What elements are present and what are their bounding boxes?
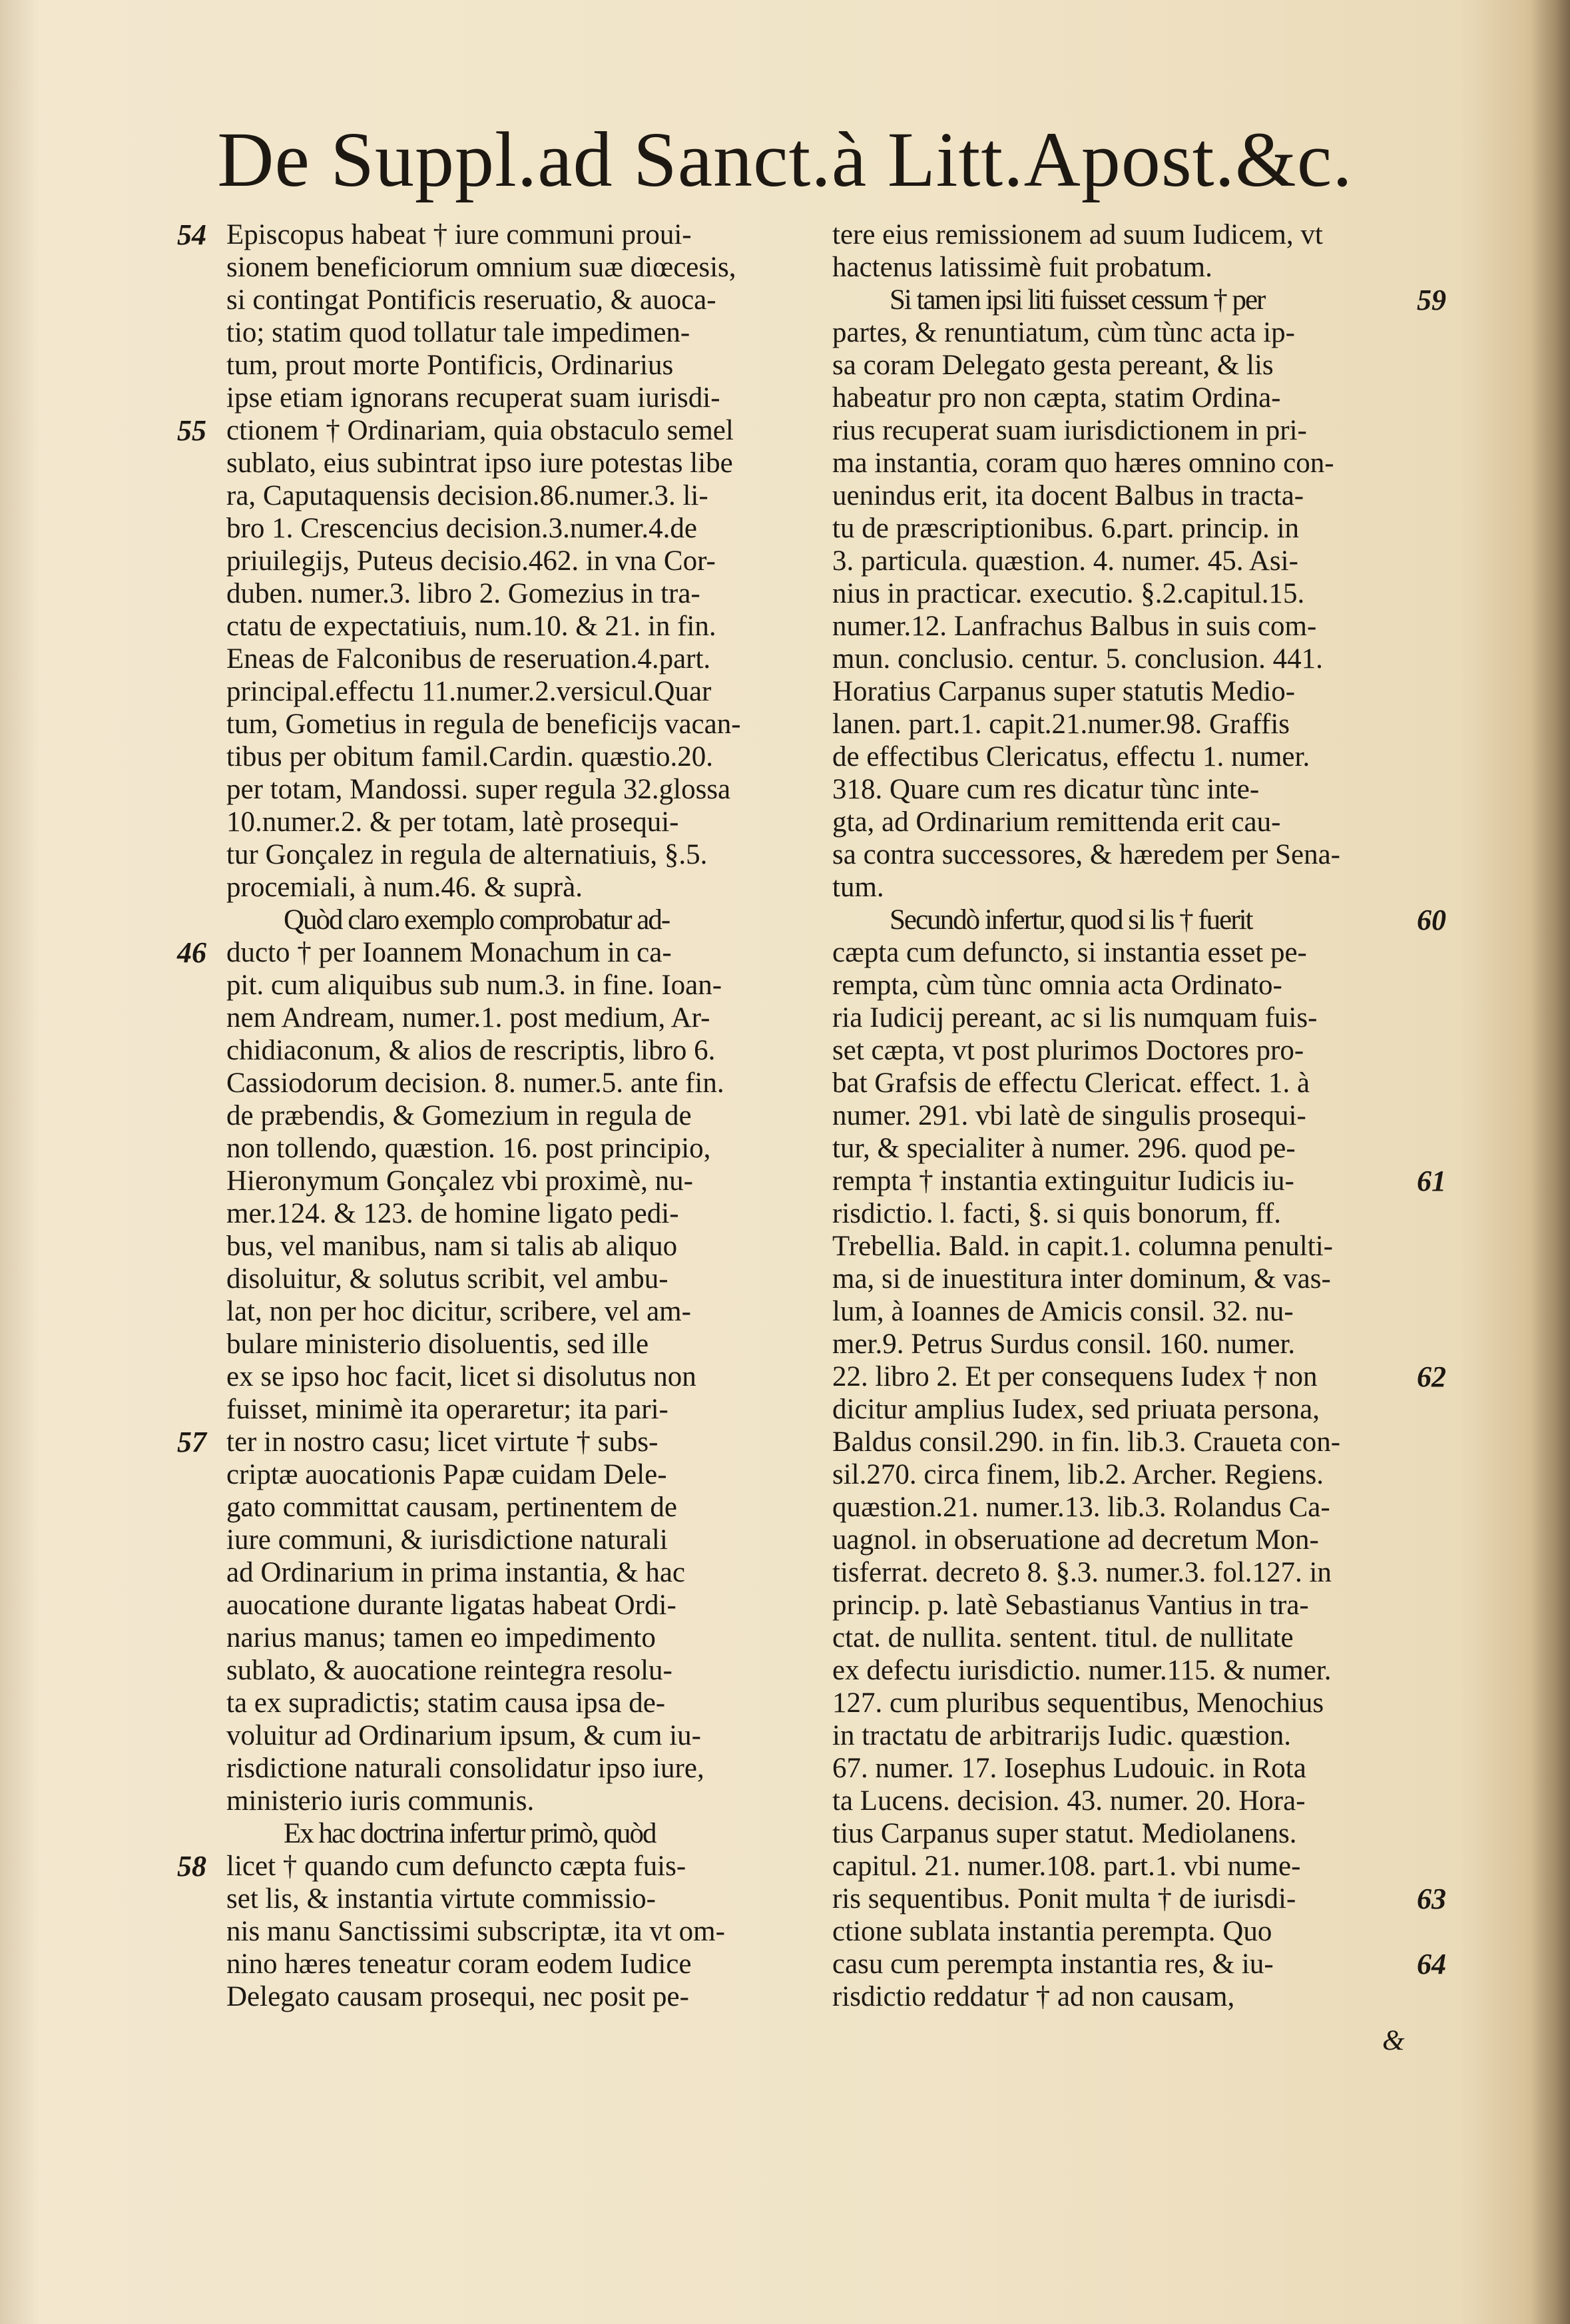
- right_column-line: sil.270. circa finem, lib.2. Archer. Regiens.: [832, 1459, 1324, 1490]
- right_column-line: mer.9. Petrus Surdus consil. 160. numer.: [832, 1328, 1296, 1360]
- left_column-line: Eneas de Falconibus de reseruation.4.part.: [226, 643, 711, 675]
- margin-number-right: 61: [1417, 1165, 1446, 1197]
- left_column-line: sublato, & auocatione reintegra resolu-: [226, 1655, 672, 1686]
- left_column-line: lat, non per hoc dicitur, scribere, vel am-: [226, 1296, 691, 1327]
- left_column-line: pit. cum aliquibus sub num.3. in fine. Ioan-: [226, 970, 722, 1001]
- right_column-line: partes, & renuntiatum, cùm tùnc acta ip-: [832, 317, 1295, 348]
- right_column-line: tum.: [832, 872, 884, 903]
- left_column-line: voluitur ad Ordinarium ipsum, & cum iu-: [226, 1720, 701, 1751]
- margin-number-left: 54: [177, 218, 206, 251]
- left_column-line: gato committat causam, pertinentem de: [226, 1492, 678, 1523]
- left_column-line: tum, prout morte Pontificis, Ordinarius: [226, 350, 674, 381]
- margin-number-left: 46: [177, 936, 206, 969]
- left_column-line: ipse etiam ignorans recuperat suam iurisdi-: [226, 382, 720, 414]
- right_column-line: quæstion.21. numer.13. lib.3. Rolandus Ca-: [832, 1492, 1330, 1523]
- right_column-line: risdictio reddatur † ad non causam,: [832, 1981, 1235, 2012]
- right_column-line: tere eius remissionem ad suum Iudicem, vt: [832, 219, 1323, 250]
- left_column-line: ctatu de expectatiuis, num.10. & 21. in fin.: [226, 611, 716, 642]
- left_column-line: chidiaconum, & alios de rescriptis, libro 6.: [226, 1035, 716, 1066]
- left_column-line: principal.effectu 11.numer.2.versicul.Quar: [226, 676, 712, 707]
- left_column-line: ta ex supradictis; statim causa ipsa de-: [226, 1687, 666, 1719]
- right_column-line: dicitur amplius Iudex, sed priuata persona,: [832, 1394, 1320, 1425]
- right_column-line: casu cum perempta instantia res, & iu-: [832, 1948, 1274, 1980]
- right_column-line: ex defectu iurisdictio. numer.115. & numer.: [832, 1655, 1332, 1686]
- right_column-line: tu de præscriptionibus. 6.part. princip. in: [832, 513, 1300, 544]
- right-text-column: [832, 218, 1404, 2013]
- left_column-line: procemiali, à num.46. & suprà.: [226, 872, 583, 903]
- margin-number-left: 57: [177, 1426, 206, 1458]
- left_column-line: bro 1. Crescencius decision.3.numer.4.de: [226, 513, 697, 544]
- right_column-line: numer. 291. vbi latè de singulis prosequi-: [832, 1100, 1306, 1131]
- left_column-line: set lis, & instantia virtute commissio-: [226, 1883, 656, 1914]
- right_column-line: rempta † instantia extinguitur Iudicis iu-: [832, 1165, 1294, 1197]
- right_column-line: ris sequentibus. Ponit multa † de iurisdi-: [832, 1883, 1296, 1914]
- left_column-line: ducto † per Ioannem Monachum in ca-: [226, 937, 672, 968]
- right_column-line: ria Iudicij pereant, ac si lis numquam fuis-: [832, 1002, 1318, 1033]
- catchword: &: [1382, 2025, 1405, 2056]
- right_column-line: ctat. de nullita. sentent. titul. de nullitate: [832, 1622, 1294, 1653]
- right_column-line: gta, ad Ordinarium remittenda erit cau-: [832, 806, 1281, 838]
- right_column-line: 127. cum pluribus sequentibus, Menochius: [832, 1687, 1324, 1719]
- right_column-line: 67. numer. 17. Iosephus Ludouic. in Rota: [832, 1753, 1306, 1784]
- margin-number-right: 63: [1417, 1883, 1446, 1915]
- right_column-line: uagnol. in obseruatione ad decretum Mon-: [832, 1524, 1319, 1556]
- page-stain: [0, 0, 40, 2324]
- margin-number-left: 55: [177, 414, 206, 447]
- right_column-line: mun. conclusio. centur. 5. conclusion. 441.: [832, 643, 1323, 675]
- right_column-line: Baldus consil.290. in fin. lib.3. Craueta con-: [832, 1426, 1341, 1458]
- left_column-line: 10.numer.2. & per totam, latè prosequi-: [226, 806, 679, 838]
- right_column-line: Horatius Carpanus super statutis Medio-: [832, 676, 1296, 707]
- left_column-line: ctionem † Ordinariam, quia obstaculo semel: [226, 415, 734, 446]
- left_column-line: tio; statim quod tollatur tale impedimen-: [226, 317, 690, 348]
- left_column-line: mer.124. & 123. de homine ligato pedi-: [226, 1198, 679, 1229]
- left_column-line: Quòd claro exemplo comprobatur ad-: [284, 904, 670, 936]
- margin-number-right: 62: [1417, 1360, 1446, 1393]
- right_column-line: rius recuperat suam iurisdictionem in pri-: [832, 415, 1307, 446]
- left_column-line: duben. numer.3. libro 2. Gomezius in tra-: [226, 578, 700, 609]
- right_column-line: uenindus erit, ita docent Balbus in tracta-: [832, 480, 1304, 511]
- left_column-line: risdictione naturali consolidatur ipso iure,: [226, 1753, 704, 1784]
- left_column-line: priuilegijs, Puteus decisio.462. in vna Cor-: [226, 545, 716, 577]
- left_column-line: auocatione durante ligatas habeat Ordi-: [226, 1590, 676, 1621]
- right_column-line: capitul. 21. numer.108. part.1. vbi nume-: [832, 1851, 1301, 1882]
- left_column-line: ministerio iuris communis.: [226, 1785, 535, 1817]
- right_column-line: sa coram Delegato gesta pereant, & lis: [832, 350, 1274, 381]
- right_column-line: nius in practicar. executio. §.2.capitul.15.: [832, 578, 1305, 609]
- left_column-line: fuisset, minimè ita operaretur; ita pari-: [226, 1394, 668, 1425]
- left_column-line: ex se ipso hoc facit, licet si disolutus non: [226, 1361, 696, 1392]
- margin-number-right: 59: [1417, 284, 1446, 316]
- right_column-line: ta Lucens. decision. 43. numer. 20. Hora-: [832, 1785, 1306, 1817]
- right_column-line: ctione sublata instantia perempta. Quo: [832, 1916, 1272, 1947]
- left_column-line: per totam, Mandossi. super regula 32.glossa: [226, 774, 731, 805]
- left_column-line: criptæ auocationis Papæ cuidam Dele-: [226, 1459, 667, 1490]
- right_column-line: de effectibus Clericatus, effectu 1. numer.: [832, 741, 1310, 772]
- right_column-line: tisferrat. decreto 8. §.3. numer.3. fol.127. in: [832, 1557, 1332, 1588]
- left_column-line: sublato, eius subintrat ipso iure potestas libe: [226, 447, 733, 479]
- page-edge-shadow: [1531, 0, 1570, 2324]
- right_column-line: hactenus latissimè fuit probatum.: [832, 252, 1212, 283]
- right_column-line: lanen. part.1. capit.21.numer.98. Graffis: [832, 709, 1290, 740]
- right_column-line: risdictio. l. facti, §. si quis bonorum, ff.: [832, 1198, 1281, 1229]
- left_column-line: licet † quando cum defuncto cæpta fuis-: [226, 1851, 686, 1882]
- left_column-line: nino hæres teneatur coram eodem Iudice: [226, 1948, 692, 1980]
- right_column-line: ma, si de inuestitura inter dominum, & vas-: [832, 1263, 1331, 1295]
- right_column-line: princip. p. latè Sebastianus Vantius in tra-: [832, 1590, 1309, 1621]
- right_column-line: ma instantia, coram quo hæres omnino con-: [832, 447, 1334, 479]
- left_column-line: nem Andream, numer.1. post medium, Ar-: [226, 1002, 710, 1033]
- left_column-line: tur Gonçalez in regula de alternatiuis, §.5.: [226, 839, 708, 870]
- left_column-line: ra, Caputaquensis decision.86.numer.3. li-: [226, 480, 708, 511]
- left-text-column: [226, 218, 800, 2013]
- left_column-line: disoluitur, & solutus scribit, vel ambu-: [226, 1263, 668, 1295]
- left_column-line: nis manu Sanctissimi subscriptæ, ita vt om-: [226, 1916, 725, 1947]
- left_column-line: tibus per obitum famil.Cardin. quæstio.20.: [226, 741, 713, 772]
- left_column-line: non tollendo, quæstion. 16. post principio,: [226, 1133, 711, 1164]
- margin-number-left: 58: [177, 1850, 206, 1883]
- right_column-line: numer.12. Lanfrachus Balbus in suis com-: [832, 611, 1317, 642]
- right_column-line: lum, à Ioannes de Amicis consil. 32. nu-: [832, 1296, 1294, 1327]
- right_column-line: Si tamen ipsi liti fuisset cessum † per: [890, 284, 1265, 316]
- left_column-line: ad Ordinarium in prima instantia, & hac: [226, 1557, 686, 1588]
- margin-number-right: 64: [1417, 1948, 1446, 1980]
- left_column-line: Ex hac doctrina infertur primò, quòd: [284, 1818, 656, 1849]
- right_column-line: in tractatu de arbitrarijs Iudic. quæstion.: [832, 1720, 1292, 1751]
- right_column-line: 22. libro 2. Et per consequens Iudex † non: [832, 1361, 1318, 1392]
- left_column-line: Hieronymum Gonçalez vbi proximè, nu-: [226, 1165, 693, 1197]
- right_column-line: 318. Quare cum res dicatur tùnc inte-: [832, 774, 1260, 805]
- margin-number-right: 60: [1417, 904, 1446, 936]
- left_column-line: Delegato causam prosequi, nec posit pe-: [226, 1981, 689, 2012]
- left_column-line: sionem beneficiorum omnium suæ diœcesis,: [226, 252, 736, 283]
- left_column-line: Cassiodorum decision. 8. numer.5. ante fin.: [226, 1067, 724, 1099]
- left_column-line: si contingat Pontificis reseruatio, & auoca-: [226, 284, 716, 316]
- right_column-line: Trebellia. Bald. in capit.1. columna penulti-: [832, 1231, 1333, 1262]
- left_column-line: bulare ministerio disoluentis, sed ille: [226, 1328, 649, 1360]
- right_column-line: 3. particula. quæstion. 4. numer. 45. Asi-: [832, 545, 1298, 577]
- right_column-line: set cæpta, vt post plurimos Doctores pro-: [832, 1035, 1304, 1066]
- right_column-line: tur, & specialiter à numer. 296. quod pe-: [832, 1133, 1296, 1164]
- left_column-line: Episcopus habeat † iure communi proui-: [226, 219, 692, 250]
- right_column-line: rempta, cùm tùnc omnia acta Ordinato-: [832, 970, 1282, 1001]
- left_column-line: tum, Gometius in regula de beneficijs vacan-: [226, 709, 741, 740]
- right_column-line: sa contra successores, & hæredem per Sena-: [832, 839, 1340, 870]
- left_column-line: ter in nostro casu; licet virtute † subs-: [226, 1426, 658, 1458]
- right_column-line: cæpta cum defuncto, si instantia esset pe-: [832, 937, 1307, 968]
- right_column-line: bat Grafsis de effectu Clericat. effect. 1. à: [832, 1067, 1310, 1099]
- page-title: De Suppl.ad Sanct.à Litt.Apost.&c.: [217, 116, 1353, 203]
- right_column-line: tius Carpanus super statut. Mediolanens.: [832, 1818, 1297, 1849]
- right_column-line: Secundò infertur, quod si lis † fuerit: [890, 904, 1252, 936]
- right_column-line: habeatur pro non cæpta, statim Ordina-: [832, 382, 1281, 414]
- left_column-line: iure communi, & iurisdictione naturali: [226, 1524, 668, 1556]
- left_column-line: bus, vel manibus, nam si talis ab aliquo: [226, 1231, 678, 1262]
- left_column-line: de præbendis, & Gomezium in regula de: [226, 1100, 692, 1131]
- left_column-line: narius manus; tamen eo impedimento: [226, 1622, 656, 1653]
